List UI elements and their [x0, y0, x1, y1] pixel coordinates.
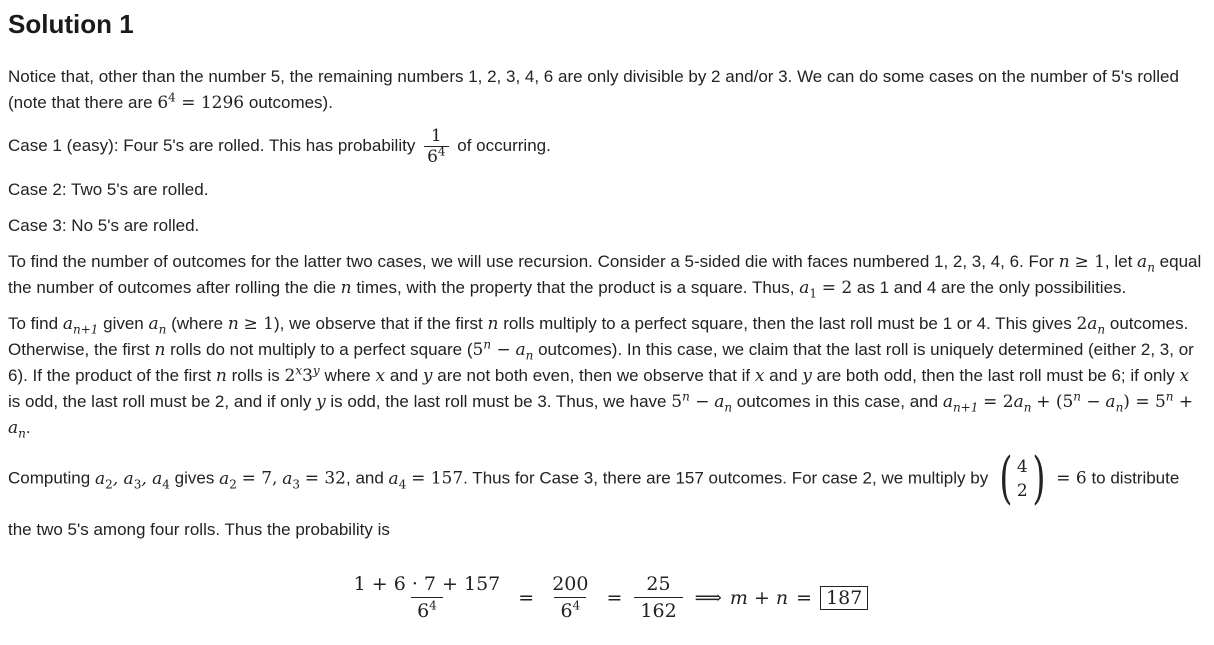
recursion-paragraph: To find the number of outcomes for the latter two cases, we will use recursion. Consider a 5-sided die with faces numbered 1, 2, 3, 4, 6. For n ≥ 1, let $a_n$ equal the number of outcomes after rolling the die n times, with the property that the product is a square. Thus, $a_1 = 2$ as 1 and 4 are the only possibilities. — [8, 252, 1202, 301]
binomial-coefficient: ( 4 2 ) — [999, 446, 1046, 512]
answer-box: 187 — [820, 586, 868, 610]
case-2-paragraph: Case 2: Two 5's are rolled. — [8, 180, 209, 200]
final-equation: $\frac{1 + 6 \cdot 7 + 157}{6^4}$ = $\frac{200}{6^4}$ = $\frac{25}{162}$ ⟹ m + n = 187 — [8, 571, 1204, 624]
case-3-paragraph: Case 3: No 5's are rolled. — [8, 216, 200, 236]
derivation-paragraph: To find $a_{n+1}$ given $a_n$ (where n ≥ 1), we observe that if the first n rolls multiply to a perfect square, then the last roll must be 1 or 4. This gives $2a_n$ outcomes. Otherwise, the first n rolls do not multiply to a perfect square ($5^n - a_n$ outcomes). In this case, we claim that the last roll is uniquely determined (either 2, 3, or 6). If the product of the first n rolls is 2$^x$3$^y$ where x and y are not both even, then we observe that if x and y are both odd, then the last roll must be 6; if only x is odd, the last roll must be 2, and if only y is odd, the last roll must be 3. Thus, we have $5^n - a_n$ outcomes in this case, and $a_{n+1} = 2a_n + (5^n - a_n) = 5^n + a_n$. — [8, 314, 1194, 441]
probability-fraction: $\frac{1}{6^4}$ — [424, 126, 448, 167]
computing-paragraph: Computing $a_2$, $a_3$, $a_4$ gives $a_2 = 7$, $a_3 = 32$, and $a_4 = 157$. Thus for Case 3, there are 157 outcomes. For case 2, we multiply by ( 4 2 ) = 6 to distribute the two 5's among four rolls. Thus the probability is — [8, 446, 1180, 540]
case-1-paragraph: Case 1 (easy): Four 5's are rolled. This has probability $\frac{1}{6^4}$ of occurring. — [8, 126, 551, 168]
intro-paragraph: Notice that, other than the number 5, the remaining numbers 1, 2, 3, 4, 6 are only divisible by 2 and/or 3. We can do some cases on the number of 5's rolled (note that there are $6^4 = 1296$ outcomes). — [8, 67, 1179, 113]
page-title: Solution 1 — [8, 9, 134, 39]
